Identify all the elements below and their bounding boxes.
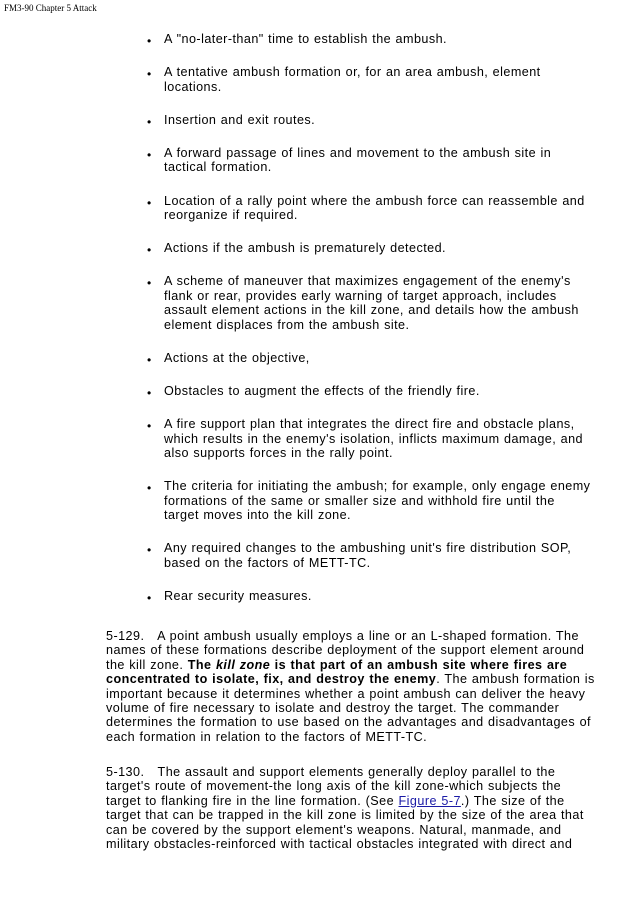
- page-header-title: FM3-90 Chapter 5 Attack: [4, 3, 97, 13]
- paragraph-text-continued: . The ambush formation is important because it determines whether a point ambush can deliver the heavy volume of fire necessary to isolate and destroy the target. The commander determines the formation to use based on the advantages and disadvantages of each formation in relation to the factors of METT-TC.: [106, 672, 595, 744]
- bullet-icon: •: [147, 590, 152, 605]
- paragraph-text-continued: .) The size of the target that can be trapped in the kill zone is limited by the size of the area that can be covered by the support element's weapons. Natural, manmade, and military obstacles-reinforced with tactical obstacles integrated with direct and: [106, 793, 584, 852]
- bullet-icon: •: [147, 543, 152, 558]
- list-item: [0, 113, 592, 127]
- list-item: [0, 589, 592, 603]
- list-item: [0, 274, 592, 332]
- list-item: [0, 65, 592, 94]
- list-item: [0, 417, 592, 460]
- bullet-icon: •: [147, 276, 152, 291]
- paragraph-5-129: [106, 629, 596, 744]
- list-item: [0, 146, 592, 175]
- list-item-text: Actions if the ambush is prematurely detected.: [164, 241, 447, 256]
- list-item: [0, 541, 592, 570]
- list-item: [0, 32, 592, 46]
- list-item-text: A forward passage of lines and movement to the ambush site in tactical formation.: [164, 146, 552, 175]
- defined-term: kill zone: [215, 657, 271, 672]
- bullet-icon: •: [147, 195, 152, 210]
- list-item: [0, 351, 592, 365]
- paragraph-number: 5-129.: [106, 629, 145, 643]
- bullet-icon: •: [147, 481, 152, 496]
- definition-text: is that part of an ambush site where fires are concentrated to isolate, fix, and destroy the enemy: [106, 657, 568, 687]
- list-item-text: A tentative ambush formation or, for an area ambush, element locations.: [164, 65, 541, 94]
- paragraph-5-130: [106, 765, 596, 851]
- list-item-text: Location of a rally point where the ambush force can reassemble and reorganize if required.: [164, 193, 585, 223]
- definition-lead: The: [187, 657, 212, 672]
- list-item: [0, 194, 592, 223]
- figure-5-7-link[interactable]: Figure 5-7: [398, 793, 461, 808]
- list-item-text: A fire support plan that integrates the direct fire and obstacle plans, which results in the enemy's isolation, inflicts maximum damage, and also supports forces in the rally point.: [164, 417, 583, 461]
- bullet-icon: •: [147, 243, 152, 258]
- bullet-icon: •: [147, 419, 152, 434]
- requirements-bullet-list: [0, 32, 635, 622]
- bullet-icon: •: [147, 386, 152, 401]
- paragraph-number: 5-130.: [106, 765, 145, 779]
- list-item-text: Insertion and exit routes.: [164, 112, 316, 127]
- list-item: [0, 479, 592, 522]
- list-item-text: The criteria for initiating the ambush; for example, only engage enemy formations of the same or smaller size and withhold fire until the target moves into the kill zone.: [164, 479, 591, 523]
- bullet-icon: •: [147, 67, 152, 82]
- paragraph-text: A point ambush usually employs a line or an L-shaped formation. The names of these formations describe deployment of the support element around the kill zone.: [106, 629, 585, 672]
- list-item-text: A scheme of maneuver that maximizes engagement of the enemy's flank or rear, provides early warning of target approach, includes assault element actions in the kill zone, and details how the ambush element displaces from the ambush site.: [164, 274, 579, 332]
- bullet-icon: •: [147, 352, 152, 367]
- list-item-text: A "no-later-than" time to establish the ambush.: [164, 32, 448, 46]
- list-item-text: Actions at the objective,: [164, 350, 310, 365]
- list-item-text: Any required changes to the ambushing unit's fire distribution SOP, based on the factors of METT-TC.: [164, 541, 572, 570]
- paragraph-text: The assault and support elements generally deploy parallel to the target's route of movement-the long axis of the kill zone-which subjects the target to flanking fire in the line formation. (See: [106, 765, 562, 808]
- list-item-text: Rear security measures.: [164, 588, 312, 603]
- list-item: [0, 384, 592, 401]
- list-item: [0, 241, 592, 258]
- bullet-icon: •: [147, 148, 152, 163]
- bullet-icon: •: [147, 114, 152, 129]
- bullet-icon: •: [147, 34, 152, 48]
- list-item-text: Obstacles to augment the effects of the friendly fire.: [164, 384, 480, 399]
